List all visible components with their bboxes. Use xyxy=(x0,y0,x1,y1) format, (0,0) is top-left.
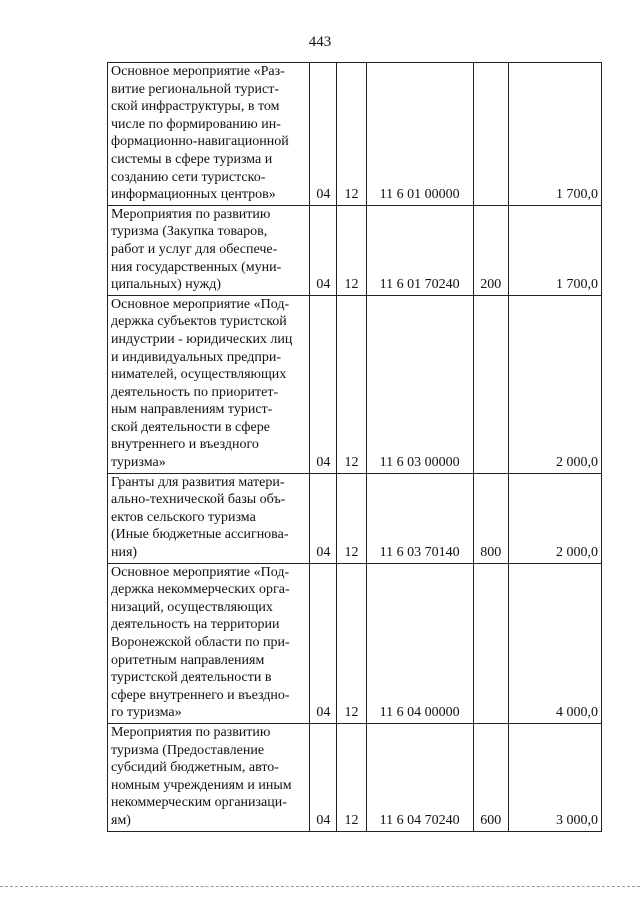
row-target-code: 11 6 03 70140 xyxy=(366,473,473,563)
row-amount: 1 700,0 xyxy=(508,205,601,295)
row-name: Мероприятия по развитию туризма (Закупка товаров, работ и услуг для обеспече- ния государственных (муни- ципальных) нужд) xyxy=(108,205,310,295)
row-target-code: 11 6 01 70240 xyxy=(366,205,473,295)
row-name: Гранты для развития матери- ально-технической базы объ- ектов сельского туризма (Иные бюджетные ассигнова- ния) xyxy=(108,473,310,563)
row-target-code: 11 6 04 00000 xyxy=(366,563,473,723)
row-subsection: 12 xyxy=(337,205,366,295)
row-expense-type xyxy=(473,295,508,473)
row-section: 04 xyxy=(310,723,337,831)
row-section: 04 xyxy=(310,63,337,206)
row-name: Основное мероприятие «Под- держка некоммерческих орга- низаций, осуществляющих деятельность на территории Воронежской области по при- оритетным направлениям туристской деятельности в сфере внутреннего и въездно- го туризма» xyxy=(108,563,310,723)
budget-table-body xyxy=(108,63,602,832)
budget-table xyxy=(107,62,602,832)
table-row xyxy=(108,295,602,473)
row-amount: 4 000,0 xyxy=(508,563,601,723)
row-expense-type: 600 xyxy=(473,723,508,831)
row-name: Основное мероприятие «Под- держка субъектов туристской индустрии - юридических лиц и индивидуальных предпри- нимателей, осуществляющих деятельность по приоритет- ным направлениям турист- ской деятельности в сфере внутреннего и въездного туризма» xyxy=(108,295,310,473)
row-target-code: 11 6 03 00000 xyxy=(366,295,473,473)
row-amount: 3 000,0 xyxy=(508,723,601,831)
table-row xyxy=(108,473,602,563)
row-subsection: 12 xyxy=(337,723,366,831)
row-name: Основное мероприятие «Раз- витие региональной турист- ской инфраструктуры, в том числе по формированию ин- формационно-навигационной системы в сфере туризма и созданию сети туристско- информационных центров» xyxy=(108,63,310,206)
table-row xyxy=(108,723,602,831)
row-target-code: 11 6 04 70240 xyxy=(366,723,473,831)
row-subsection: 12 xyxy=(337,295,366,473)
row-name: Мероприятия по развитию туризма (Предоставление субсидий бюджетным, авто- номным учреждениям и иным некоммерческим организаци- ям) xyxy=(108,723,310,831)
page-number: 443 xyxy=(308,34,332,50)
row-target-code: 11 6 01 00000 xyxy=(366,63,473,206)
row-section: 04 xyxy=(310,295,337,473)
row-amount: 1 700,0 xyxy=(508,63,601,206)
page-bottom-divider xyxy=(0,886,640,887)
row-subsection: 12 xyxy=(337,63,366,206)
row-section: 04 xyxy=(310,473,337,563)
row-subsection: 12 xyxy=(337,473,366,563)
table-row xyxy=(108,563,602,723)
row-section: 04 xyxy=(310,563,337,723)
table-row xyxy=(108,205,602,295)
row-amount: 2 000,0 xyxy=(508,295,601,473)
row-section: 04 xyxy=(310,205,337,295)
table-row xyxy=(108,63,602,206)
row-expense-type: 200 xyxy=(473,205,508,295)
row-expense-type xyxy=(473,563,508,723)
row-subsection: 12 xyxy=(337,563,366,723)
row-expense-type: 800 xyxy=(473,473,508,563)
row-expense-type xyxy=(473,63,508,206)
row-amount: 2 000,0 xyxy=(508,473,601,563)
